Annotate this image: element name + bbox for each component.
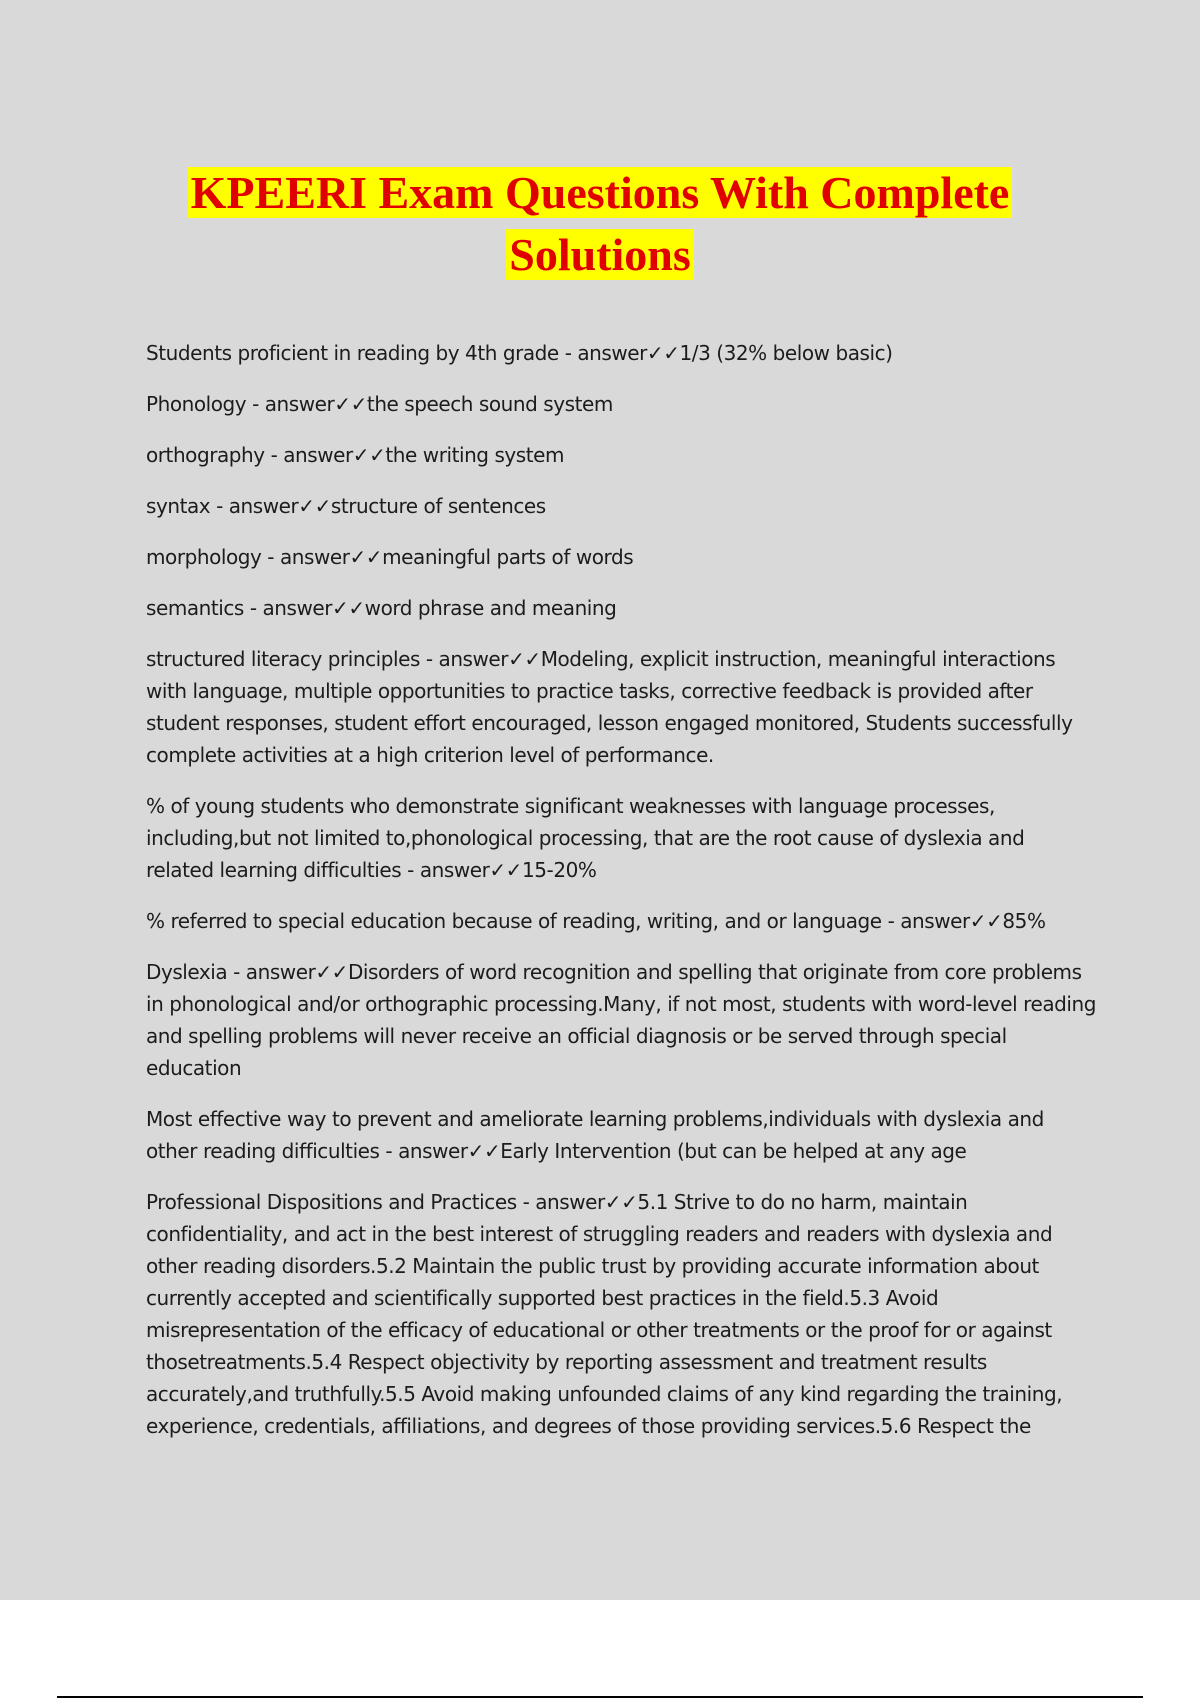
qa-answer: 1/3 (32% below basic) <box>679 341 893 365</box>
qa-separator: - answer <box>243 596 333 620</box>
qa-item-professional-dispositions <box>146 1186 1096 1442</box>
qa-item-morphology <box>146 541 1096 573</box>
qa-answer: Early Intervention (but can be helped at any age <box>500 1139 967 1163</box>
qa-separator: - answer <box>264 443 353 467</box>
qa-answer: the speech sound system <box>366 392 613 416</box>
qa-term: % referred to special education because of reading, writing, and or language <box>146 909 882 933</box>
qa-term: Phonology <box>146 392 247 416</box>
qa-term: % of young students who demonstrate significant weaknesses with language processes, including,but not limited to,phonological processing, that are the root cause of dyslexia and related learning difficulties <box>146 794 1025 882</box>
page-divider <box>57 1696 1143 1698</box>
qa-term: syntax <box>146 494 211 518</box>
qa-term: Professional Dispositions and Practices <box>146 1190 517 1214</box>
double-check-icon: ✓✓ <box>349 545 383 569</box>
qa-item-reading-proficiency <box>146 337 1096 369</box>
qa-answer: 85% <box>1002 909 1046 933</box>
qa-item-early-intervention <box>146 1103 1096 1167</box>
double-check-icon: ✓✓ <box>969 909 1003 933</box>
qa-term: structured literacy principles <box>146 647 420 671</box>
qa-item-orthography <box>146 439 1096 471</box>
qa-item-special-education-referrals <box>146 905 1096 937</box>
document-title <box>0 162 1200 286</box>
qa-separator: - answer <box>379 1139 468 1163</box>
qa-separator: - answer <box>227 960 316 984</box>
double-check-icon: ✓✓ <box>489 858 522 882</box>
qa-item-structured-literacy <box>146 643 1096 771</box>
qa-item-semantics <box>146 592 1096 624</box>
qa-term: Most effective way to prevent and ameliorate learning problems,individuals with dyslexia and other reading difficulties <box>146 1107 1044 1163</box>
qa-separator: - answer <box>246 392 335 416</box>
qa-separator: - answer <box>210 494 299 518</box>
double-check-icon: ✓✓ <box>332 596 365 620</box>
qa-separator: - answer <box>401 858 490 882</box>
qa-term: orthography <box>146 443 265 467</box>
qa-separator: - answer <box>558 341 647 365</box>
qa-answer: the writing system <box>385 443 565 467</box>
double-check-icon: ✓✓ <box>508 647 541 671</box>
qa-answer: meaningful parts of words <box>382 545 634 569</box>
qa-separator: - answer <box>881 909 970 933</box>
double-check-icon: ✓✓ <box>604 1190 638 1214</box>
double-check-icon: ✓✓ <box>467 1139 501 1163</box>
qa-answer: Disorders of word recognition and spelling that originate from core problems in phonological and/or orthographic processing.Many, if not most, students with word-level reading and spelling problems will never receive an official diagnosis or be served through special education <box>146 960 1096 1080</box>
qa-separator: - answer <box>261 545 350 569</box>
qa-separator: - answer <box>516 1190 605 1214</box>
qa-answer: 15-20% <box>522 858 597 882</box>
qa-item-dyslexia <box>146 956 1096 1084</box>
double-check-icon: ✓✓ <box>646 341 680 365</box>
qa-answer: 5.1 Strive to do no harm, maintain confidentiality, and act in the best interest of struggling readers and readers with dyslexia and other reading disorders.5.2 Maintain the public trust by providing accurate information about currently accepted and scientifically supported best practices in the field.5.3 Avoid misrepresentation of the efficacy of educational or other treatments or the proof for or against thosetreatments.5.4 Respect objectivity by reporting assessment and treatment results accurately,and truthfully.5.5 Avoid making unfounded claims of any kind regarding the training, experience, credentials, affiliations, and degrees of those providing services.5.6 Respect the <box>146 1190 1063 1438</box>
double-check-icon: ✓✓ <box>352 443 386 467</box>
qa-item-phonology <box>146 388 1096 420</box>
qa-term: semantics <box>146 596 244 620</box>
double-check-icon: ✓✓ <box>298 494 331 518</box>
title-line-1: KPEERI Exam Questions With Complete <box>188 167 1013 218</box>
qa-separator: - answer <box>419 647 509 671</box>
qa-answer: structure of sentences <box>330 494 546 518</box>
qa-answer: Modeling, explicit instruction, meaningful interactions with language, multiple opportunities to practice tasks, corrective feedback is provided after student responses, student effort encouraged, lesson engaged monitored, Students successfully complete activities at a high criterion level of performance. <box>146 647 1073 767</box>
qa-item-language-weaknesses <box>146 790 1096 886</box>
qa-list <box>146 337 1096 1461</box>
qa-answer: word phrase and meaning <box>364 596 617 620</box>
qa-term: Dyslexia <box>146 960 228 984</box>
double-check-icon: ✓✓ <box>315 960 348 984</box>
qa-term: morphology <box>146 545 262 569</box>
double-check-icon: ✓✓ <box>334 392 367 416</box>
qa-item-syntax <box>146 490 1096 522</box>
qa-term: Students proficient in reading by 4th grade <box>146 341 559 365</box>
title-line-2: Solutions <box>506 229 694 280</box>
